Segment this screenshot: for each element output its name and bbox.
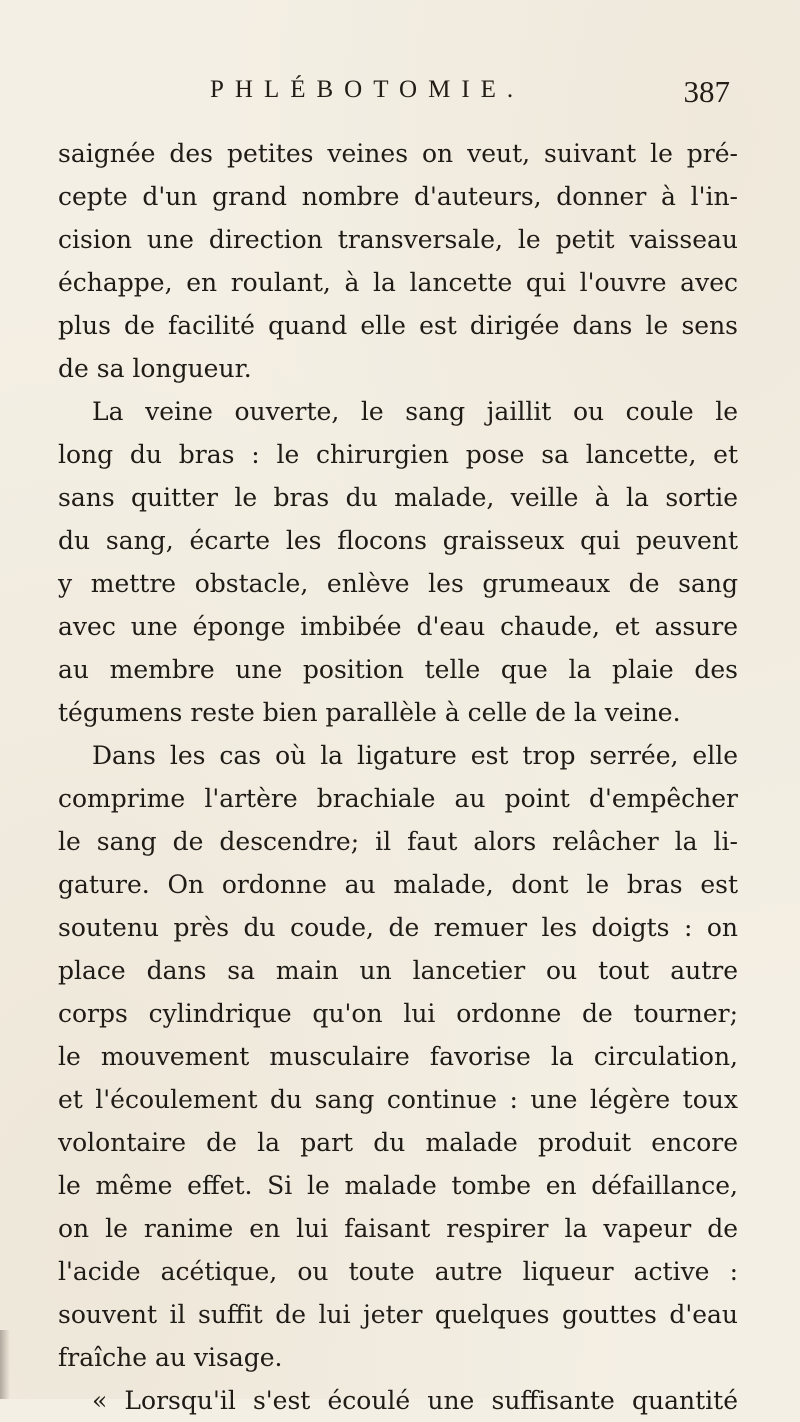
text-line: échappe, en roulant, à la lancette qui l'ouvre avec: [58, 268, 738, 297]
text-line: on le ranime en lui faisant respirer la vapeur de: [58, 1214, 738, 1243]
text-line: tégumens reste bien parallèle à celle de la veine.: [58, 698, 681, 727]
body-text: [58, 132, 738, 1422]
text-line: volontaire de la part du malade produit encore: [58, 1128, 738, 1157]
text-line: y mettre obstacle, enlève les grumeaux de sang: [58, 569, 738, 598]
text-line: plus de facilité quand elle est dirigée dans le sens: [58, 311, 738, 340]
text-line: place dans sa main un lancetier ou tout autre: [58, 956, 738, 985]
text-line: du sang, écarte les flocons graisseux qui peuvent: [58, 526, 738, 555]
text-line: le sang de descendre; il faut alors relâcher la li-: [58, 827, 738, 856]
text-line: avec une éponge imbibée d'eau chaude, et assure: [58, 612, 738, 641]
page-number: 387: [683, 74, 730, 109]
text-line: de sa longueur.: [58, 354, 252, 383]
running-head: [210, 74, 730, 114]
text-line: comprime l'artère brachiale au point d'empêcher: [58, 784, 738, 813]
text-line: souvent il suffit de lui jeter quelques gouttes d'eau: [58, 1300, 738, 1329]
text-line: le mouvement musculaire favorise la circulation,: [58, 1042, 738, 1071]
text-line: long du bras : le chirurgien pose sa lancette, et: [58, 440, 738, 469]
text-line: gature. On ordonne au malade, dont le bras est: [58, 870, 738, 899]
text-line: cision une direction transversale, le petit vaisseau: [58, 225, 738, 254]
text-line: au membre une position telle que la plaie des: [58, 655, 738, 684]
text-line: l'acide acétique, ou toute autre liqueur active :: [58, 1257, 738, 1286]
text-line: et l'écoulement du sang continue : une légère toux: [58, 1085, 738, 1114]
text-line: saignée des petites veines on veut, suivant le pré-: [58, 139, 738, 168]
text-line: le même effet. Si le malade tombe en défaillance,: [58, 1171, 738, 1200]
text-line: corps cylindrique qu'on lui ordonne de tourner;: [58, 999, 738, 1028]
paragraph-start-line: La veine ouverte, le sang jaillit ou coule le: [92, 397, 738, 426]
running-title: PHLÉBOTOMIE.: [210, 76, 525, 103]
text-line: soutenu près du coude, de remuer les doigts : on: [58, 913, 738, 942]
page-edge-shadow: [0, 1330, 10, 1399]
paragraph-start-line: « Lorsqu'il s'est écoulé une suffisante quantité: [92, 1386, 738, 1415]
paragraph-start-line: Dans les cas où la ligature est trop serrée, elle: [92, 741, 738, 770]
text-line: cepte d'un grand nombre d'auteurs, donner à l'in-: [58, 182, 738, 211]
text-line: fraîche au visage.: [58, 1343, 283, 1372]
text-line: sans quitter le bras du malade, veille à la sortie: [58, 483, 738, 512]
